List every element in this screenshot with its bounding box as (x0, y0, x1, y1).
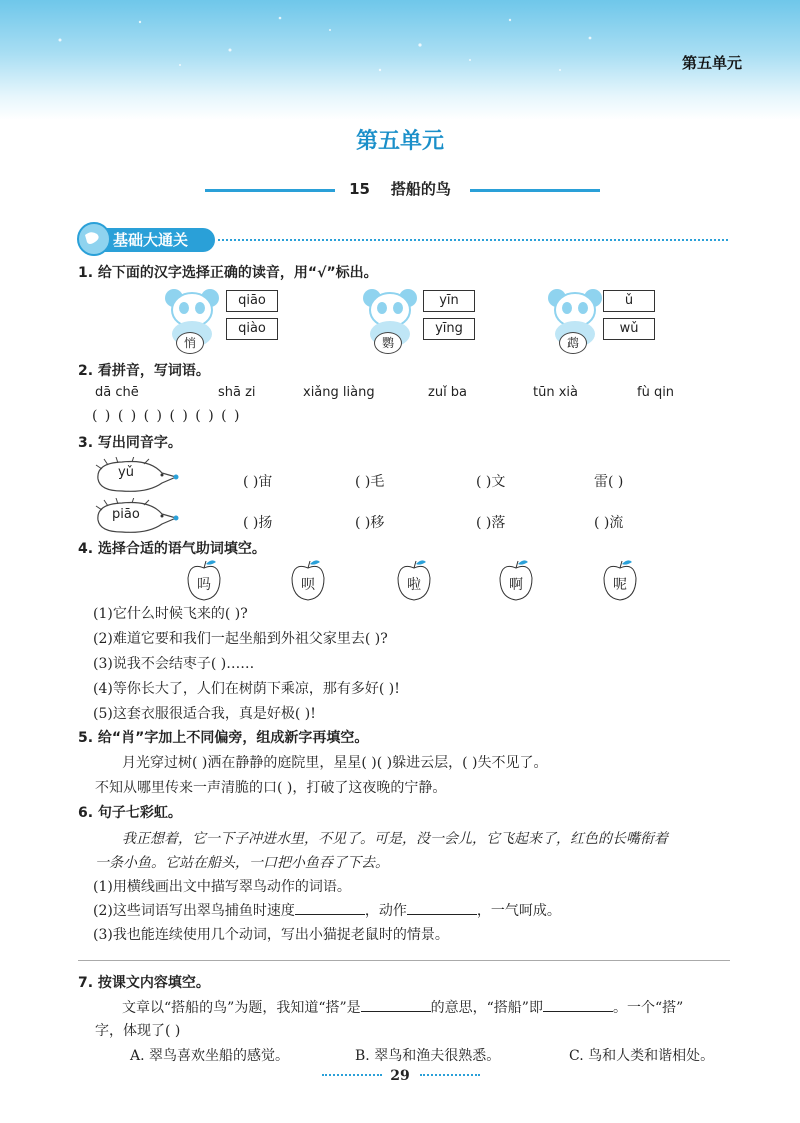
answer-blank[interactable] (295, 900, 365, 915)
pinyin-prompt: shā zi (218, 385, 256, 400)
sparkle-decoration (0, 0, 800, 120)
answer-blank[interactable] (361, 997, 431, 1012)
answer-blank[interactable] (543, 997, 613, 1012)
pinyin-option[interactable]: wǔ (603, 318, 655, 340)
hedgehog-pinyin: yǔ (118, 465, 134, 480)
q7-text: 的意思，“搭船”即 (430, 1000, 543, 1016)
q7-line[interactable] (122, 997, 683, 1017)
pinyin-option[interactable]: yīn (423, 290, 475, 312)
pinyin-option[interactable]: yīng (423, 318, 475, 340)
hedgehog-pinyin: piāo (112, 507, 140, 522)
q7-title: 7. 按课文内容填空。 (78, 975, 210, 991)
pinyin-prompt: xiǎng liàng (303, 385, 375, 400)
q6-passage: 一条小鱼。它站在船头，一口把小鱼吞了下去。 (95, 855, 389, 871)
hedgehog-icon (92, 457, 182, 495)
unit-title: 第五单元 (355, 128, 444, 154)
panda-char: 悄 (176, 332, 204, 354)
unit-tag: 第五单元 (681, 54, 742, 72)
section-divider (218, 239, 728, 241)
pinyin-option[interactable]: qiāo (226, 290, 278, 312)
header-banner (0, 0, 800, 120)
q6-sub2-text: ，动作 (364, 903, 407, 919)
q4-sentence[interactable]: (1)它什么时候飞来的( )? (93, 606, 248, 622)
section-badge (77, 222, 217, 256)
q5-line[interactable]: 月光穿过树( )洒在静静的庭院里，星星( )( )躲进云层，( )失不见了。 (122, 755, 548, 771)
particle-word: 啊 (509, 577, 523, 593)
homophone-blank[interactable]: 雷( ) (594, 474, 624, 490)
lesson-name: 搭船的鸟 (390, 180, 451, 198)
panda-char: 鹦 (374, 332, 402, 354)
pinyin-option[interactable]: ǔ (603, 290, 655, 312)
q7-option[interactable]: B. 翠鸟和渔夫很熟悉。 (355, 1048, 501, 1064)
answer-blanks[interactable]: ( ) ( ) ( ) ( ) ( ) ( ) (92, 408, 240, 424)
lesson-title (0, 178, 800, 199)
particle-word: 呗 (301, 577, 315, 593)
homophone-blank[interactable]: ( )流 (594, 515, 624, 531)
q4-sentence[interactable]: (2)难道它要和我们一起坐船到外祖父家里去( )? (93, 631, 388, 647)
particle-word: 啦 (407, 577, 421, 593)
q7-text: 。一个“搭” (612, 1000, 684, 1016)
q7-text: 文章以“搭船的鸟”为题，我知道“搭”是 (122, 1000, 361, 1016)
page-number: 29 (390, 1068, 410, 1084)
q5-title: 5. 给“肖”字加上不同偏旁，组成新字再填空。 (78, 730, 369, 746)
pinyin-prompt: tūn xià (533, 385, 578, 400)
pinyin-option[interactable]: qiào (226, 318, 278, 340)
q4-sentence[interactable]: (5)这套衣服很适合我，真是好极( )! (93, 706, 316, 722)
pinyin-prompt: dā chē (95, 385, 139, 400)
q6-passage: 我正想着，它一下子冲进水里，不见了。可是，没一会儿，它飞起来了，红色的长嘴衔着 (122, 831, 668, 847)
q4-title: 4. 选择合适的语气助词填空。 (78, 541, 266, 557)
q7-line[interactable]: 字，体现了( ) (95, 1023, 181, 1039)
particle-word: 吗 (197, 577, 211, 593)
q6-title: 6. 句子七彩虹。 (78, 805, 182, 821)
q4-sentence[interactable]: (3)说我不会结枣子( )…… (93, 656, 255, 672)
homophone-blank[interactable]: ( )毛 (355, 474, 385, 490)
homophone-blank[interactable]: ( )扬 (243, 515, 273, 531)
homophone-blank[interactable]: ( )落 (476, 515, 506, 531)
particle-word: 呢 (613, 577, 627, 593)
q3-title: 3. 写出同音字。 (78, 435, 182, 451)
q2-title: 2. 看拼音，写词语。 (78, 363, 210, 379)
q7-option[interactable]: C. 鸟和人类和谐相处。 (569, 1048, 715, 1064)
section-label: 基础大通关 (113, 231, 189, 249)
pinyin-prompt: fù qin (637, 385, 675, 400)
homophone-blank[interactable]: ( )文 (476, 474, 506, 490)
q6-sub: (1)用横线画出文中描写翠鸟动作的词语。 (93, 879, 351, 895)
q4-sentence[interactable]: (4)等你长大了，人们在树荫下乘凉，那有多好( )! (93, 681, 400, 697)
homophone-blank[interactable]: ( )宙 (243, 474, 273, 490)
q6-sub2-text: ，一气呵成。 (476, 903, 561, 919)
q7-option[interactable]: A. 翠鸟喜欢坐船的感觉。 (130, 1048, 290, 1064)
pinyin-prompt: zuǐ ba (428, 385, 468, 400)
q5-line[interactable]: 不知从哪里传来一声清脆的口( )，打破了这夜晚的宁静。 (95, 780, 447, 796)
q1-title: 1. 给下面的汉字选择正确的读音，用“√”标出。 (78, 265, 378, 281)
lesson-number: 15 (349, 180, 370, 198)
homophone-blank[interactable]: ( )移 (355, 515, 385, 531)
answer-blank[interactable] (407, 900, 477, 915)
q6-sub2-text: (2)这些词语写出翠鸟捕鱼时速度 (93, 903, 295, 919)
panda-char: 鹉 (559, 332, 587, 354)
q6-sub[interactable] (93, 900, 561, 920)
answer-line[interactable] (78, 960, 730, 961)
q6-sub: (3)我也能连续使用几个动词，写出小猫捉老鼠时的情景。 (93, 927, 449, 943)
